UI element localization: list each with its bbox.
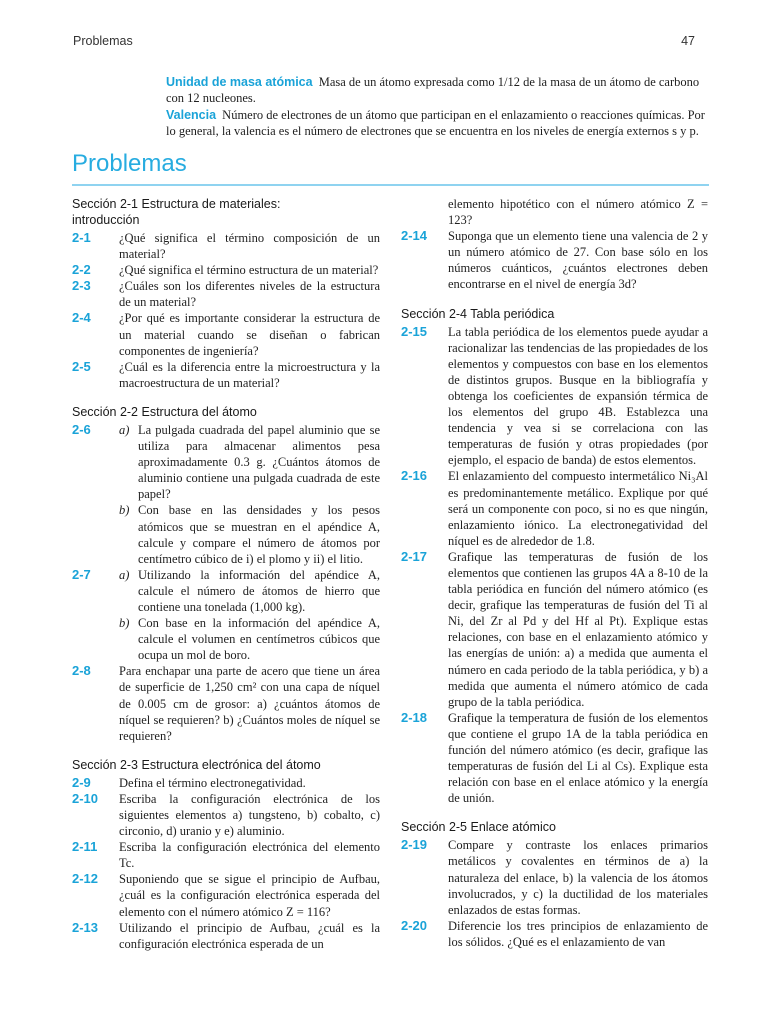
section-heading: Sección 2-5 Enlace atómico [401,820,556,835]
problem-text: Grafique las temperaturas de fusión de los elementos que contienen las grupos 4A a 8-10 de la tabla periódica en función del número atómico (es decir, grafique las temperaturas de fusión del Ti al Ni, del Zr al Pd y del Hf al Pt). Explique estas relaciones, con base en el enlazamiento atómico y las energías de unión: a) a medida que aumenta el número en cada periodo de la tabla periódica, y b) a medida que aumenta el número atómico de cada grupo de la tabla periódica. [448,549,708,709]
problem-2-3 [72,278,380,310]
glossary-definition: Masa de un átomo expresada como 1/12 de la masa de un átomo de carbono con 12 nucleones. [166,75,700,105]
problem-number: 2-2 [72,262,91,278]
problem-number: 2-13 [72,919,99,935]
subpart-text: Con base en las densidades y los pesos atómicos que se muestran en el apéndice A, calcule y compare el número de átomos por centímetro cúbico de i) el plomo y ii) el litio. [138,503,380,566]
problem-text: Diferencie los tres principios de enlazamiento de los sólidos. ¿Qué es el enlazamiento de van [448,918,708,949]
subpart-a [119,567,380,615]
problem-number: 2-7 [72,566,91,582]
problem-number: 2-5 [72,358,91,374]
subpart-text: Utilizando la información del apéndice A, calcule el número de átomos de hierro que contiene una tonelada (1,000 kg). [138,567,380,614]
problem-2-13 [72,920,380,952]
problem-2-1 [72,230,380,262]
problem-text: Defina el término electronegatividad. [119,775,306,790]
page-number: 47 [681,34,695,48]
problem-text: ¿Cuál es la diferencia entre la microestructura y la macroestructura de un material? [119,359,380,390]
problem-number: 2-9 [72,774,91,790]
right-column [401,196,708,950]
section-heading: Sección 2-1 Estructura de materiales: [72,197,281,211]
glossary-term: Unidad de masa atómica [166,75,313,89]
problem-2-20 [401,918,708,950]
section-heading: Sección 2-3 Estructura electrónica del átomo [72,757,321,772]
problem-2-18 [401,710,708,807]
problem-number: 2-1 [72,230,91,245]
problem-number: 2-10 [72,790,99,806]
section-heading-cont: introducción [72,213,140,227]
subpart-label: b) [119,503,130,518]
section-heading: Sección 2-2 Estructura del átomo [72,404,257,419]
problem-text: Utilizando el principio de Aufbau, ¿cuál es la configuración electrónica esperada de un [119,920,380,951]
problem-number: 2-19 [401,837,428,853]
problem-number: 2-15 [401,323,428,339]
subpart-a [119,422,380,502]
subpart-b [119,615,380,663]
glossary-definition: Número de electrones de un átomo que participan en el enlazamiento o reacciones químicas. Por lo general, la valencia es el número de electrones que se encuentra en los niveles de energía externos s y p. [166,108,705,138]
problem-2-7 [72,567,380,664]
subpart-text: La pulgada cuadrada del papel aluminio que se utiliza para almacenar alimentos pesa aproximadamente 0.3 g. ¿Cuántos átomos de aluminio contiene una pulgada cuadrada de este papel? [138,422,380,502]
problem-2-17 [401,549,708,710]
glossary-term: Valencia [166,108,217,122]
problem-2-13-continued: elemento hipotético con el número atómico Z = 123? [448,197,708,228]
left-column [72,196,380,952]
running-header: Problemas [73,34,133,48]
problem-number: 2-18 [401,709,428,725]
problem-text: El enlazamiento del compuesto intermetálico Ni₃Al es predominantemente metálico. Explique por qué será un componente con poco, si no es que ningún, enlazamiento iónico. La electronegatividad del níquel es de alrededor de 1.8. [448,469,708,548]
subpart-text: Con base en la información del apéndice A, calcule el volumen en centímetros cúbicos que ocupa un mol de boro. [138,616,380,663]
problem-number: 2-6 [72,421,91,437]
page-title: Problemas [72,150,187,177]
problem-number: 2-3 [72,278,91,294]
problem-number: 2-20 [401,917,428,933]
problem-number: 2-11 [72,839,98,855]
problem-text: ¿Cuáles son los diferentes niveles de la estructura de un material? [119,279,380,310]
problem-text: Escriba la configuración electrónica de los siguientes elementos a) tungsteno, b) cobalto, c) circonio, d) uranio y e) aluminio. [119,791,380,839]
problem-number: 2-16 [401,468,428,484]
problem-number: 2-8 [72,663,91,679]
problem-2-16 [401,468,708,548]
problem-2-10 [72,791,380,839]
problem-2-9 [72,775,380,791]
glossary-entry-amu [166,74,711,106]
subpart-label: a) [119,567,130,582]
problem-2-11 [72,839,380,871]
subpart-label: b) [119,616,130,631]
problem-text: Compare y contraste los enlaces primarios metálicos y covalentes en términos de a) la naturaleza del enlace, b) la valencia de los átomos involucrados, y c) la ductilidad de los materiales enlazados de estas formas. [448,838,708,917]
problem-text: Grafique la temperatura de fusión de los elementos que contiene el grupo 1A de la tabla periódica en función del número atómico (es decir, grafique las temperaturas de fusión del Li al Cs). Explique esta relación con base en el enlace atómico y la energía de unión. [448,710,708,806]
problem-text: ¿Qué significa el término estructura de un material? [119,263,379,278]
problem-2-8 [72,663,380,743]
problem-2-4 [72,310,380,358]
problem-text: La tabla periódica de los elementos puede ayudar a racionalizar las tendencias de las propiedades de los elementos y compuestos con base en los elementos de distintos grupos. Busque en la bibliografía y obtenga los coeficientes de expansión térmica de los elementos del grupo 4B. Establezca una tendencia y vea si se correlaciona con las temperaturas de fusión y otras propiedades (por ejemplo, el espacio de banda) de estos elementos. [448,324,708,468]
subpart-label: a) [119,422,130,437]
problem-number: 2-14 [401,228,428,244]
problem-2-5 [72,359,380,391]
section-heading: Sección 2-4 Tabla periódica [401,306,555,321]
problem-2-15 [401,324,708,469]
problem-text: Para enchapar una parte de acero que tiene un área de superficie de 1,250 cm² con una capa de níquel de 0.005 cm de grosor: a) ¿cuántos átomos de níquel se requieren? b) ¿Cuántos moles de níquel se requieren? [119,664,380,743]
problem-text: Suponiendo que se sigue el principio de Aufbau, ¿cuál es la configuración electrónica esperada del elemento con el número atómico Z = 116? [119,872,380,919]
problem-text: Suponga que un elemento tiene una valencia de 2 y un número atómico de 27. Con base sólo en los números cuánticos, ¿cuántos electrones deben encontrarse en el nivel de energía 3d? [448,229,708,292]
problem-number: 2-4 [72,310,91,326]
subpart-b [119,502,380,566]
title-divider [72,184,709,186]
problem-number: 2-12 [72,871,99,887]
problem-text: Escriba la configuración electrónica del elemento Tc. [119,840,380,871]
problem-2-6 [72,422,380,567]
problem-2-2 [72,262,380,278]
problem-text: ¿Qué significa el término composición de un material? [119,231,380,262]
problem-text: ¿Por qué es importante considerar la estructura de un material cuando se diseñan o fabrican componentes de ingeniería? [119,311,380,358]
problem-2-12 [72,871,380,919]
problem-2-14 [401,228,708,292]
problem-number: 2-17 [401,548,428,564]
problem-2-19 [401,837,708,917]
glossary-entry-valencia [166,107,711,139]
